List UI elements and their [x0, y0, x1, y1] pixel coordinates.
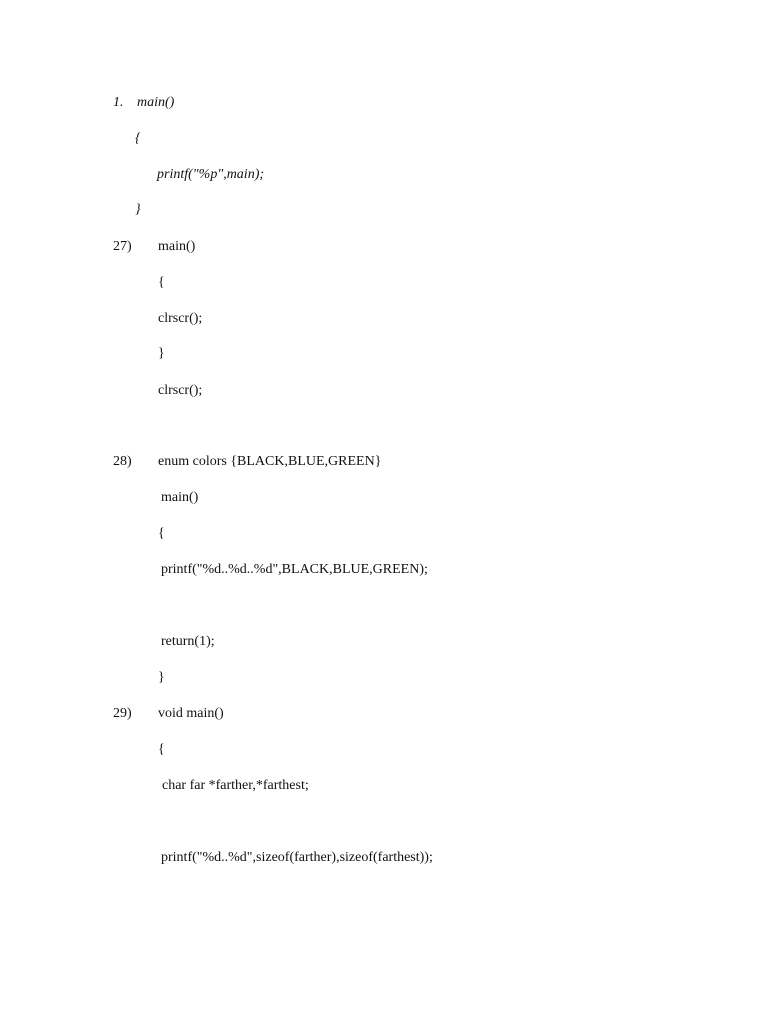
code-line: main(): [137, 95, 175, 110]
code-line: return(1);: [161, 634, 215, 649]
code-line: char far *farther,*farthest;: [162, 778, 309, 793]
question-number: 27): [113, 239, 132, 254]
code-line: {: [158, 275, 165, 290]
code-line: clrscr();: [158, 311, 203, 326]
code-line: {: [158, 742, 165, 757]
code-line: printf("%d..%d..%d",BLACK,BLUE,GREEN);: [161, 562, 428, 577]
question-number: 1.: [113, 95, 124, 110]
question-number: 28): [113, 454, 132, 469]
code-line: printf("%d..%d",sizeof(farther),sizeof(farthest));: [161, 850, 433, 865]
code-line: }: [158, 670, 165, 685]
code-line: {: [135, 131, 141, 146]
code-line: {: [158, 526, 165, 541]
code-line: main(): [158, 239, 196, 254]
code-line: clrscr();: [158, 383, 203, 398]
code-line: void main(): [158, 706, 224, 721]
code-line: enum colors {BLACK,BLUE,GREEN}: [158, 454, 382, 469]
code-line: }: [158, 346, 165, 361]
code-line: main(): [161, 490, 199, 505]
code-line: printf("%p",main);: [157, 167, 265, 182]
question-number: 29): [113, 706, 132, 721]
code-line: }: [135, 202, 141, 217]
